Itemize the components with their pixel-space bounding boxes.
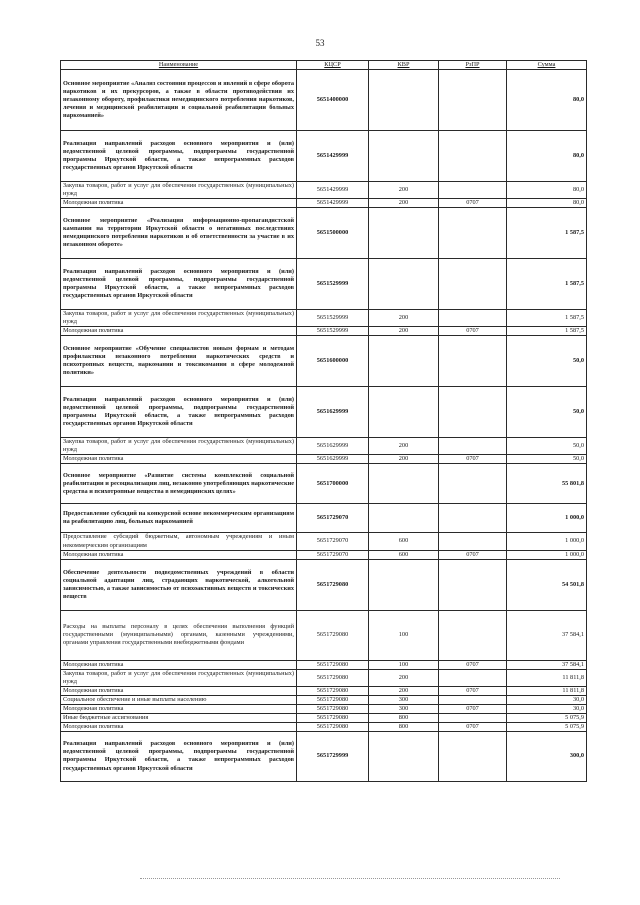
row-name-cell: Основное мероприятие «Реализация информационно-пропагандистской кампании на территории Иркутской области о негативных последствиях немедицинского потребления наркотиков и об ответственности за участие в их незаконном обороте» — [61, 208, 297, 259]
row-rzpr-cell: 0707 — [439, 199, 507, 208]
row-sum-cell: 50,0 — [507, 387, 587, 438]
table-header-row — [61, 61, 587, 70]
table-row — [61, 695, 587, 704]
row-kvr-cell: 100 — [369, 660, 439, 669]
table-row — [61, 550, 587, 559]
row-kcsr-cell: 5651629999 — [297, 387, 369, 438]
table-row — [61, 438, 587, 455]
row-kcsr-cell: 5651729070 — [297, 504, 369, 533]
row-kcsr-cell: 5651729080 — [297, 559, 369, 610]
row-rzpr-cell: 0707 — [439, 704, 507, 713]
row-name-cell: Основное мероприятие «Анализ состояния процессов и явлений в сфере оборота наркотиков и их прекурсоров, а также в области противодействия их незаконному обороту, профилактики немедицинского потребления наркотиков, лечения и медицинской реабилитации и социальной реабилитации больных наркоманией» — [61, 70, 297, 131]
row-kcsr-cell: 5651429999 — [297, 199, 369, 208]
row-kvr-cell: 200 — [369, 686, 439, 695]
row-kvr-cell: 100 — [369, 610, 439, 660]
row-kvr-cell: 600 — [369, 550, 439, 559]
row-kcsr-cell: 5651400000 — [297, 70, 369, 131]
table-row — [61, 208, 587, 259]
row-name-cell: Молодежная политика — [61, 722, 297, 731]
row-rzpr-cell — [439, 131, 507, 182]
page-number: 53 — [315, 38, 325, 48]
row-sum-cell: 11 811,8 — [507, 686, 587, 695]
row-kcsr-cell: 5651429999 — [297, 182, 369, 199]
column-header-name: Наименование — [61, 61, 297, 70]
row-rzpr-cell — [439, 669, 507, 686]
table-row — [61, 504, 587, 533]
row-kcsr-cell: 5651729070 — [297, 533, 369, 550]
table-row — [61, 669, 587, 686]
row-name-cell: Закупка товаров, работ и услуг для обеспечения государственных (муниципальных) нужд — [61, 669, 297, 686]
table-row — [61, 722, 587, 731]
row-rzpr-cell — [439, 610, 507, 660]
table-row — [61, 70, 587, 131]
row-kvr-cell: 800 — [369, 722, 439, 731]
table-row — [61, 660, 587, 669]
table-row — [61, 259, 587, 310]
row-kcsr-cell: 5651729070 — [297, 550, 369, 559]
row-rzpr-cell: 0707 — [439, 722, 507, 731]
row-name-cell: Закупка товаров, работ и услуг для обеспечения государственных (муниципальных) нужд — [61, 182, 297, 199]
row-kvr-cell: 300 — [369, 695, 439, 704]
table-row — [61, 131, 587, 182]
row-sum-cell: 1 000,0 — [507, 550, 587, 559]
row-name-cell: Расходы на выплаты персоналу в целях обеспечения выполнения функций государственными (муниципальными) органами, казенными учреждениями, органами управления государственными внебюджетными фондами — [61, 610, 297, 660]
row-rzpr-cell — [439, 559, 507, 610]
row-sum-cell: 80,0 — [507, 182, 587, 199]
row-kvr-cell — [369, 70, 439, 131]
row-kvr-cell — [369, 208, 439, 259]
row-name-cell: Молодежная политика — [61, 327, 297, 336]
row-sum-cell: 1 587,5 — [507, 310, 587, 327]
row-sum-cell: 30,0 — [507, 704, 587, 713]
row-rzpr-cell — [439, 310, 507, 327]
row-kvr-cell — [369, 464, 439, 504]
table-row — [61, 533, 587, 550]
row-kcsr-cell: 5651700000 — [297, 464, 369, 504]
row-kvr-cell: 200 — [369, 455, 439, 464]
row-kvr-cell: 200 — [369, 438, 439, 455]
row-name-cell: Предоставление субсидий на конкурсной основе некоммерческим организациям на реабилитацию лиц, больных наркоманией — [61, 504, 297, 533]
row-rzpr-cell — [439, 713, 507, 722]
row-rzpr-cell: 0707 — [439, 327, 507, 336]
table-row — [61, 464, 587, 504]
row-kvr-cell: 300 — [369, 704, 439, 713]
table-row — [61, 559, 587, 610]
table-row — [61, 310, 587, 327]
row-kcsr-cell: 5651729080 — [297, 695, 369, 704]
row-kvr-cell — [369, 131, 439, 182]
row-rzpr-cell — [439, 70, 507, 131]
row-rzpr-cell: 0707 — [439, 660, 507, 669]
row-kvr-cell: 200 — [369, 310, 439, 327]
column-header-rzpr: РзПР — [439, 61, 507, 70]
footer-divider — [140, 878, 560, 879]
row-name-cell: Предоставление субсидий бюджетным, автономным учреждениям и иным некоммерческим организациям — [61, 533, 297, 550]
column-header-sum: Сумма — [507, 61, 587, 70]
row-kcsr-cell: 5651500000 — [297, 208, 369, 259]
row-sum-cell: 80,0 — [507, 199, 587, 208]
row-name-cell: Социальное обеспечение и иные выплаты населению — [61, 695, 297, 704]
table-row — [61, 610, 587, 660]
row-rzpr-cell: 0707 — [439, 686, 507, 695]
row-sum-cell: 1 587,5 — [507, 208, 587, 259]
table-row — [61, 199, 587, 208]
row-sum-cell: 300,0 — [507, 731, 587, 781]
row-rzpr-cell — [439, 464, 507, 504]
row-kcsr-cell: 5651729999 — [297, 731, 369, 781]
row-rzpr-cell: 0707 — [439, 455, 507, 464]
row-kvr-cell: 200 — [369, 182, 439, 199]
row-rzpr-cell — [439, 259, 507, 310]
row-sum-cell: 37 584,1 — [507, 610, 587, 660]
row-rzpr-cell — [439, 504, 507, 533]
table-row — [61, 182, 587, 199]
column-header-kvr: КВР — [369, 61, 439, 70]
row-kvr-cell — [369, 336, 439, 387]
row-sum-cell: 1 000,0 — [507, 504, 587, 533]
row-sum-cell: 5 075,9 — [507, 713, 587, 722]
row-name-cell: Закупка товаров, работ и услуг для обеспечения государственных (муниципальных) нужд — [61, 438, 297, 455]
row-sum-cell: 50,0 — [507, 336, 587, 387]
row-kcsr-cell: 5651629999 — [297, 438, 369, 455]
row-kvr-cell: 200 — [369, 199, 439, 208]
row-name-cell: Молодежная политика — [61, 199, 297, 208]
row-name-cell: Обеспечение деятельности подведомственных учреждений в области социальной адаптации лиц, страдающих наркотической, алкогольной зависимостью, а также зависимостью от психоактивных веществ и токсических веществ — [61, 559, 297, 610]
row-kcsr-cell: 5651729080 — [297, 713, 369, 722]
row-sum-cell: 54 501,8 — [507, 559, 587, 610]
row-name-cell: Иные бюджетные ассигнования — [61, 713, 297, 722]
row-name-cell: Реализация направлений расходов основного мероприятия и (или) ведомственной целевой программы, подпрограммы государственной программы Иркутской области, а также непрограммных расходов государственных органов Иркутской области — [61, 259, 297, 310]
row-kvr-cell: 600 — [369, 533, 439, 550]
row-kcsr-cell: 5651729080 — [297, 686, 369, 695]
row-kcsr-cell: 5651529999 — [297, 310, 369, 327]
row-kcsr-cell: 5651729080 — [297, 610, 369, 660]
row-sum-cell: 55 801,8 — [507, 464, 587, 504]
row-sum-cell: 5 075,9 — [507, 722, 587, 731]
row-rzpr-cell: 0707 — [439, 550, 507, 559]
row-kcsr-cell: 5651729080 — [297, 704, 369, 713]
table-row — [61, 327, 587, 336]
row-kvr-cell: 200 — [369, 327, 439, 336]
row-sum-cell: 1 000,0 — [507, 533, 587, 550]
row-kvr-cell — [369, 387, 439, 438]
row-kvr-cell — [369, 259, 439, 310]
row-kvr-cell: 800 — [369, 713, 439, 722]
row-kvr-cell — [369, 559, 439, 610]
row-sum-cell: 1 587,5 — [507, 259, 587, 310]
row-kcsr-cell: 5651529999 — [297, 327, 369, 336]
row-sum-cell: 11 811,8 — [507, 669, 587, 686]
row-rzpr-cell — [439, 438, 507, 455]
table-row — [61, 387, 587, 438]
row-sum-cell: 50,0 — [507, 455, 587, 464]
row-name-cell: Закупка товаров, работ и услуг для обеспечения государственных (муниципальных) нужд — [61, 310, 297, 327]
row-name-cell: Молодежная политика — [61, 686, 297, 695]
row-rzpr-cell — [439, 731, 507, 781]
table-row — [61, 704, 587, 713]
row-name-cell: Реализация направлений расходов основного мероприятия и (или) ведомственной целевой программы, подпрограммы государственной программы Иркутской области, а также непрограммных расходов государственных органов Иркутской области — [61, 131, 297, 182]
table-row — [61, 713, 587, 722]
row-kcsr-cell: 5651529999 — [297, 259, 369, 310]
row-name-cell: Молодежная политика — [61, 455, 297, 464]
row-name-cell: Основное мероприятие «Развитие системы комплексной социальной реабилитации и ресоциализации лиц, незаконно употребляющих наркотические средства и психотропные вещества в немедицинских целях» — [61, 464, 297, 504]
row-rzpr-cell — [439, 208, 507, 259]
row-name-cell: Основное мероприятие «Обучение специалистов новым формам и методам профилактики незаконного потребления наркотических средств и психотропных веществ, наркомании и токсикомании в сфере молодежной политики» — [61, 336, 297, 387]
row-kvr-cell — [369, 731, 439, 781]
row-kcsr-cell: 5651729080 — [297, 660, 369, 669]
row-name-cell: Молодежная политика — [61, 550, 297, 559]
row-sum-cell: 37 584,1 — [507, 660, 587, 669]
row-sum-cell: 30,0 — [507, 695, 587, 704]
row-name-cell: Реализация направлений расходов основного мероприятия и (или) ведомственной целевой программы, подпрограммы государственной программы Иркутской области, а также непрограммных расходов государственных органов Иркутской области — [61, 731, 297, 781]
row-sum-cell: 80,0 — [507, 131, 587, 182]
table-row — [61, 686, 587, 695]
row-kcsr-cell: 5651629999 — [297, 455, 369, 464]
row-sum-cell: 50,0 — [507, 438, 587, 455]
row-rzpr-cell — [439, 387, 507, 438]
row-name-cell: Молодежная политика — [61, 660, 297, 669]
row-rzpr-cell — [439, 695, 507, 704]
row-name-cell: Молодежная политика — [61, 704, 297, 713]
row-rzpr-cell — [439, 336, 507, 387]
table-row — [61, 731, 587, 781]
row-kcsr-cell: 5651600000 — [297, 336, 369, 387]
column-header-kcsr: КЦСР — [297, 61, 369, 70]
row-kvr-cell: 200 — [369, 669, 439, 686]
table-row — [61, 336, 587, 387]
row-kcsr-cell: 5651429999 — [297, 131, 369, 182]
row-rzpr-cell — [439, 182, 507, 199]
row-kvr-cell — [369, 504, 439, 533]
row-sum-cell: 1 587,5 — [507, 327, 587, 336]
row-kcsr-cell: 5651729080 — [297, 722, 369, 731]
table-row — [61, 455, 587, 464]
row-rzpr-cell — [439, 533, 507, 550]
row-kcsr-cell: 5651729080 — [297, 669, 369, 686]
budget-table — [60, 60, 587, 782]
row-name-cell: Реализация направлений расходов основного мероприятия и (или) ведомственной целевой программы, подпрограммы государственной программы Иркутской области, а также непрограммных расходов государственных органов Иркутской области — [61, 387, 297, 438]
row-sum-cell: 80,0 — [507, 70, 587, 131]
